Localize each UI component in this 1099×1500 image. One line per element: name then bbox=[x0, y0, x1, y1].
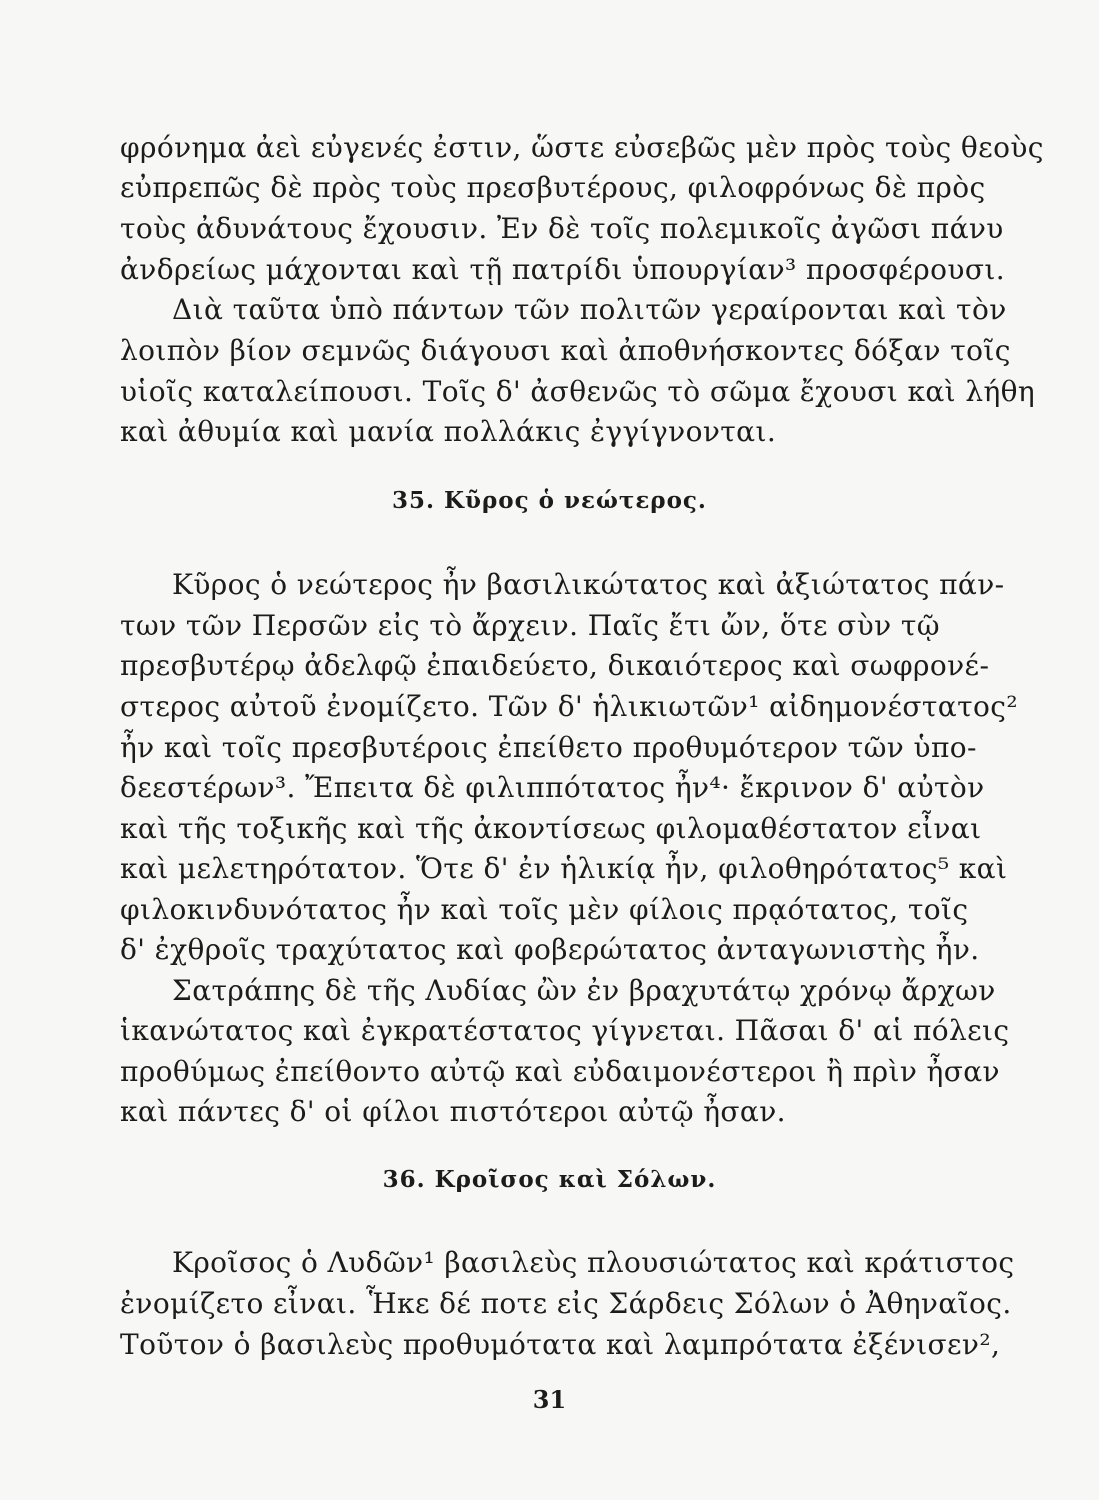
text-line: καὶ μελετηρότατον. Ὅτε δ' ἐν ἡλικίᾳ ἦν, φιλοθηρότατος⁵ καὶ bbox=[120, 852, 1008, 885]
text-line: καὶ ἀθυμία καὶ μανία πολλάκις ἐγγίγνονται. bbox=[120, 415, 777, 448]
text-line: φρόνημα ἀεὶ εὐγενές ἐστιν, ὥστε εὐσεβῶς μὲν πρὸς τοὺς θεοὺς bbox=[120, 131, 1044, 164]
text-line: καὶ τῆς τοξικῆς καὶ τῆς ἀκοντίσεως φιλομαθέστατον εἶναι bbox=[120, 812, 982, 845]
text-line: λοιπὸν βίον σεμνῶς διάγουσι καὶ ἀποθνήσκοντες δόξαν τοῖς bbox=[120, 334, 1011, 367]
text-line: Τοῦτον ὁ βασιλεὺς προθυμότατα καὶ λαμπρότατα ἐξένισεν², bbox=[120, 1328, 1001, 1361]
text-line: δεεστέρων³. Ἔπειτα δὲ φιλιππότατος ἦν⁴· ἔκρινον δ' αὐτὸν bbox=[120, 771, 985, 804]
text-line: ἀνδρείως μάχονται καὶ τῇ πατρίδι ὑπουργίαν³ προσφέρουσι. bbox=[120, 253, 1006, 286]
text-line: καὶ πάντες δ' οἱ φίλοι πιστότεροι αὐτῷ ἦσαν. bbox=[120, 1095, 786, 1128]
text-line: τοὺς ἀδυνάτους ἔχουσιν. Ἐν δὲ τοῖς πολεμικοῖς ἀγῶσι πάνυ bbox=[120, 212, 1004, 245]
text-line: Σατράπης δὲ τῆς Λυδίας ὢν ἐν βραχυτάτῳ χρόνῳ ἄρχων bbox=[172, 974, 996, 1007]
text-line: φιλοκινδυνότατος ἦν καὶ τοῖς μὲν φίλοις πρᾳότατος, τοῖς bbox=[120, 893, 969, 926]
text-line: δ' ἐχθροῖς τραχύτατος καὶ φοβερώτατος ἀνταγωνιστὴς ἦν. bbox=[120, 933, 980, 966]
text-line: εὐπρεπῶς δὲ πρὸς τοὺς πρεσβυτέρους, φιλοφρόνως δὲ πρὸς bbox=[120, 171, 986, 204]
section-heading-35: 35. Κῦρος ὁ νεώτερος. bbox=[392, 487, 707, 514]
text-line: στερος αὐτοῦ ἐνομίζετο. Τῶν δ' ἡλικιωτῶν¹ αἰδημονέστατος² bbox=[120, 690, 1018, 723]
text-line: Διὰ ταῦτα ὑπὸ πάντων τῶν πολιτῶν γεραίρονται καὶ τὸν bbox=[172, 293, 1007, 326]
text-line: ἐνομίζετο εἶναι. Ἧκε δέ ποτε εἰς Σάρδεις Σόλων ὁ Ἀθηναῖος. bbox=[120, 1287, 1012, 1320]
text-line: ἱκανώτατος καὶ ἐγκρατέστατος γίγνεται. Πᾶσαι δ' αἱ πόλεις bbox=[120, 1014, 1010, 1047]
page-number: 31 bbox=[532, 1385, 567, 1414]
text-line: ἦν καὶ τοῖς πρεσβυτέροις ἐπείθετο προθυμότερον τῶν ὑπο- bbox=[120, 731, 977, 764]
text-line: Κροῖσος ὁ Λυδῶν¹ βασιλεὺς πλουσιώτατος καὶ κράτιστος bbox=[172, 1246, 1015, 1279]
text-line: υἱοῖς καταλείπουσι. Τοῖς δ' ἀσθενῶς τὸ σῶμα ἔχουσι καὶ λήθη bbox=[120, 375, 1036, 408]
text-line: Κῦρος ὁ νεώτερος ἦν βασιλικώτατος καὶ ἀξιώτατος πάν- bbox=[172, 568, 1005, 601]
text-line: των τῶν Περσῶν εἰς τὸ ἄρχειν. Παῖς ἔτι ὤν, ὅτε σὺν τῷ bbox=[120, 609, 940, 642]
text-line: προθύμως ἐπείθοντο αὐτῷ καὶ εὐδαιμονέστεροι ἢ πρὶν ἦσαν bbox=[120, 1055, 1000, 1088]
text-line: πρεσβυτέρῳ ἀδελφῷ ἐπαιδεύετο, δικαιότερος καὶ σωφρονέ- bbox=[120, 649, 990, 682]
section-heading-36: 36. Κροῖσος καὶ Σόλων. bbox=[382, 1166, 717, 1193]
